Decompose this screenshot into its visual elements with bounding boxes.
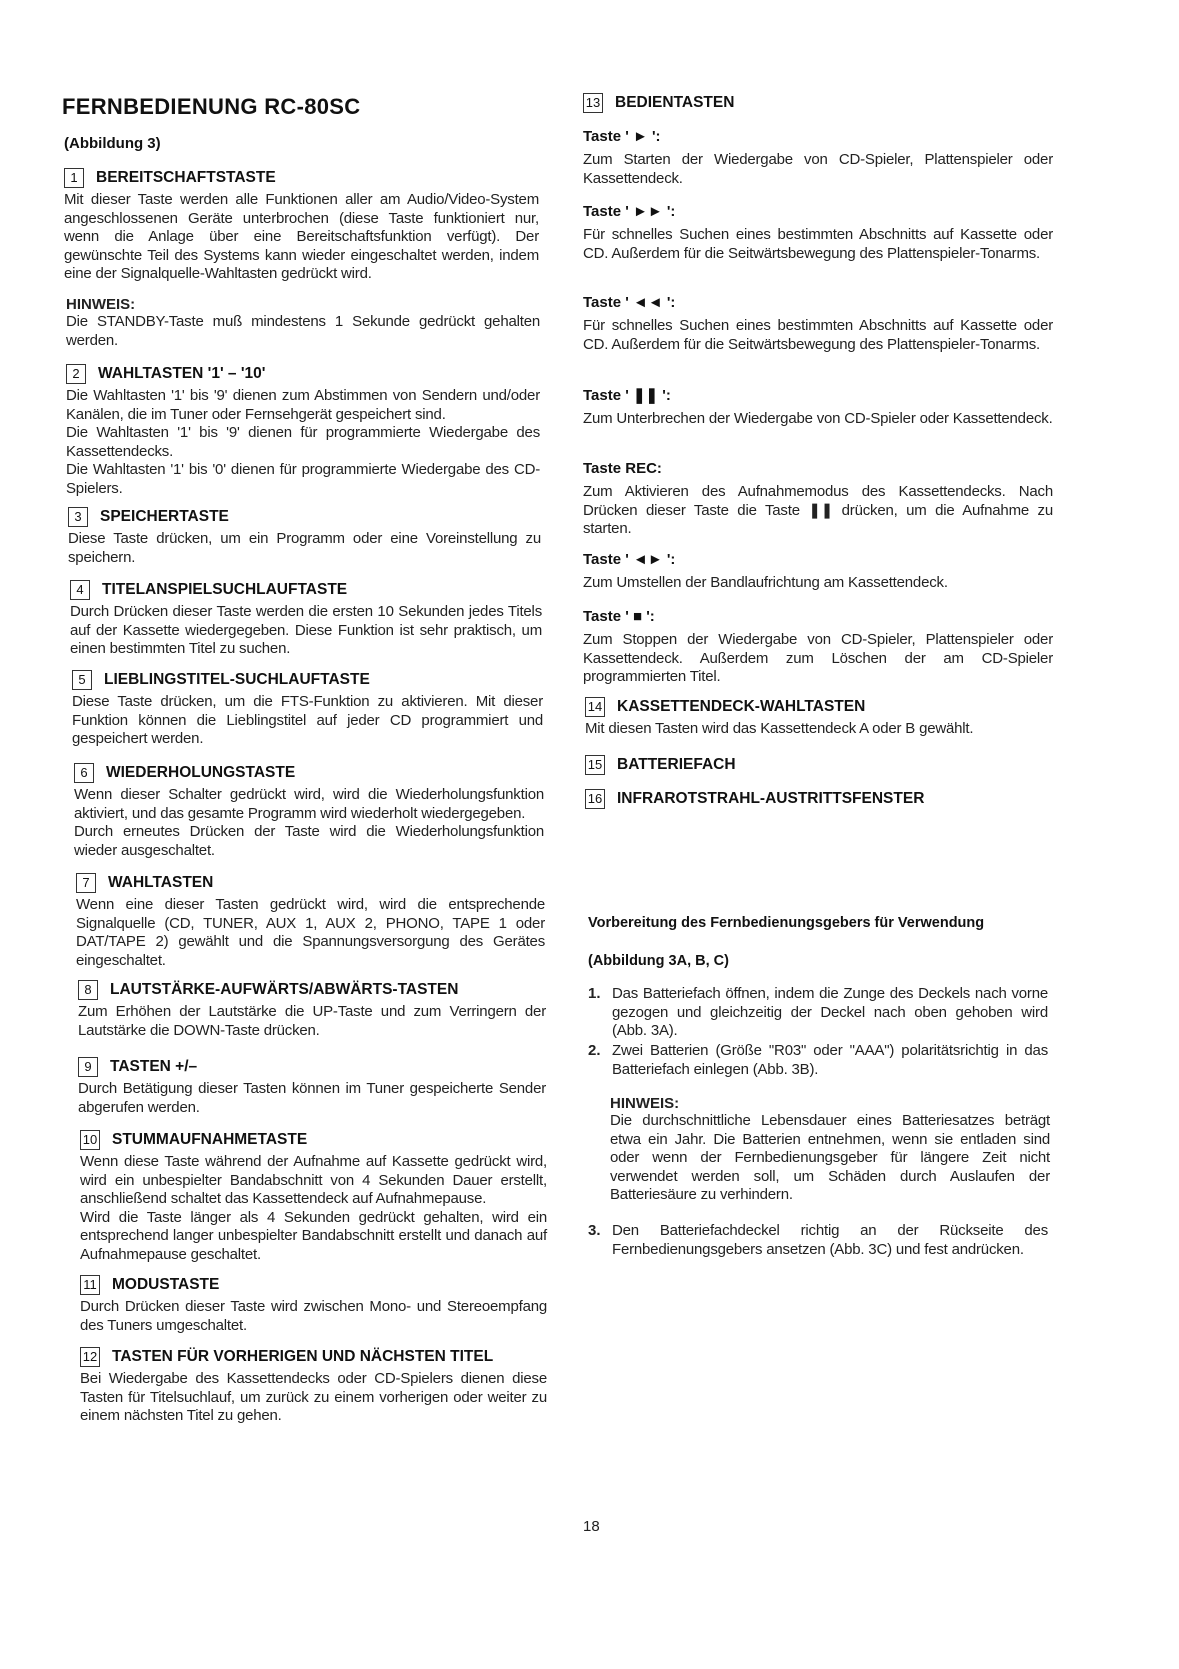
section-body (80, 1370, 547, 1426)
section-body (74, 786, 544, 860)
section-heading (80, 1347, 547, 1367)
section-number: 3 (68, 507, 88, 527)
section-heading (80, 1130, 547, 1150)
section-number: 11 (80, 1275, 100, 1295)
section-14 (585, 697, 1055, 739)
section-2 (66, 364, 540, 498)
section-title: KASSETTENDECK-WAHLTASTEN (617, 698, 866, 715)
key-label: Taste ' ► ': (583, 128, 661, 145)
key-description (583, 128, 1053, 188)
section-heading (76, 873, 545, 893)
section-number: 13 (583, 93, 603, 113)
section-title: BATTERIEFACH (617, 756, 736, 773)
section-heading (66, 364, 540, 384)
step-number: 2. (588, 1042, 601, 1059)
section-title: BEDIENTASTEN (615, 94, 735, 111)
section-8 (78, 980, 546, 1040)
section-heading (74, 763, 544, 783)
section-body (66, 313, 540, 350)
section-3 (68, 507, 541, 567)
section-heading (80, 1275, 547, 1295)
section-number: 6 (74, 763, 94, 783)
section-6 (74, 763, 544, 860)
prep-step (588, 1222, 1048, 1259)
section-title: WIEDERHOLUNGSTASTE (106, 764, 296, 781)
key-description (583, 608, 1053, 687)
key-description (583, 294, 1053, 354)
key-body: Zum Unterbrechen der Wiedergabe von CD-Spieler oder Kassettendeck. (583, 410, 1053, 427)
section-16 (585, 789, 1055, 812)
section-title: BEREITSCHAFTSTASTE (96, 169, 276, 186)
section-number: 16 (585, 789, 605, 809)
page-title: FERNBEDIENUNG RC-80SC (62, 94, 361, 119)
paragraph: Durch Drücken dieser Taste werden die ersten 10 Sekunden jedes Titels auf der Kassette wiedergegeben. Diese Funktion ist sehr praktisch, um einen bestimmten Titel zu suchen. (70, 603, 542, 657)
paragraph: Die Wahltasten '1' bis '9' dienen zum Abstimmen von Sendern und/oder Kanälen, die im Tuner oder Fernsehgerät gespeichert sind. (66, 387, 540, 423)
key-description (583, 203, 1053, 263)
section-number: 8 (78, 980, 98, 1000)
step-number: 1. (588, 985, 601, 1002)
section-heading (78, 1057, 546, 1077)
paragraph: Diese Taste drücken, um die FTS-Funktion zu aktivieren. Mit dieser Funktion können die Lieblingstitel auf jeder CD programmiert und gespeichert werden. (72, 693, 543, 747)
key-body: Zum Stoppen der Wiedergabe von CD-Spieler, Plattenspieler oder Kassettendeck. Außerdem zum Löschen der am CD-Spieler programmierten Titel. (583, 631, 1053, 685)
prep-step (588, 985, 1048, 1041)
section-body (72, 693, 543, 749)
section-body (66, 387, 540, 498)
section-9 (78, 1057, 546, 1117)
section-number: 9 (78, 1057, 98, 1077)
section-number: 2 (66, 364, 86, 384)
paragraph: Zum Erhöhen der Lautstärke die UP-Taste und zum Verringern der Lautstärke die DOWN-Taste drücken. (78, 1003, 546, 1039)
note-label: HINWEIS: (66, 296, 136, 313)
key-body: Für schnelles Suchen eines bestimmten Abschnitts auf Kassette oder CD. Außerdem für die Seitwärtsbewegung des Plattenspieler-Tonarms. (583, 226, 1053, 262)
section-note (66, 296, 540, 350)
section-body (78, 1080, 546, 1117)
figure-reference: (Abbildung 3) (64, 135, 161, 152)
key-body: Zum Starten der Wiedergabe von CD-Spieler, Plattenspieler oder Kassettendeck. (583, 151, 1053, 187)
section-title: STUMMAUFNAHMETASTE (112, 1131, 308, 1148)
key-body: Für schnelles Suchen eines bestimmten Abschnitts auf Kassette oder CD. Außerdem für die Seitwärtsbewegung des Plattenspieler-Tonarms. (583, 317, 1053, 353)
section-body (80, 1298, 547, 1335)
paragraph: Wenn eine dieser Tasten gedrückt wird, wird die entsprechende Signalquelle (CD, TUNER, AUX 1, AUX 2, PHONO, TAPE 1 oder DAT/TAPE 2) gewählt und die Spannungsversorgung des Gerätes eingeschaltet. (76, 896, 545, 969)
section-number: 5 (72, 670, 92, 690)
step-text: Den Batteriefachdeckel richtig an der Rückseite des Fernbedienungsgebers ansetzen (Abb. 3C) und fest andrücken. (612, 1222, 1048, 1258)
section-body (76, 896, 545, 970)
paragraph: Mit dieser Taste werden alle Funktionen aller am Audio/Video-System angeschlossenen Geräte unterbrochen (diese Taste funktioniert nur, wenn die Anlage über eine Bereitschaftsfunktion verfügt). Der gewünschte Teil des Systems kann wieder eingeschaltet werden, indem eine der Signalquelle-Wahltasten gedrückt wird. (64, 191, 539, 282)
page-number: 18 (583, 1518, 600, 1535)
note-body: Die durchschnittliche Lebensdauer eines Batteriesatzes beträgt etwa ein Jahr. Die Batterien entnehmen, wenn sie entladen sind oder wenn der Fernbedienungsgeber für längere Zeit nicht verwendet werden soll, um Schäden durch Auslaufen der Batteriesäure zu verhindern. (610, 1112, 1050, 1203)
key-description (583, 386, 1053, 429)
paragraph: Durch Betätigung dieser Tasten können im Tuner gespeicherte Sender abgerufen werden. (78, 1080, 546, 1116)
section-11 (80, 1275, 547, 1335)
section-title: SPEICHERTASTE (100, 508, 229, 525)
key-description (583, 460, 1053, 539)
section-number: 14 (585, 697, 605, 717)
section-heading (70, 580, 542, 600)
section-number: 4 (70, 580, 90, 600)
section-number: 10 (80, 1130, 100, 1150)
step-number: 3. (588, 1222, 601, 1239)
note-label: HINWEIS: (610, 1095, 680, 1112)
section-body (68, 530, 541, 567)
section-12 (80, 1347, 547, 1426)
prep-note (610, 1095, 1050, 1205)
section-13 (583, 93, 734, 113)
section-4 (70, 580, 542, 659)
prep-step (588, 1042, 1048, 1079)
key-label: Taste REC: (583, 460, 662, 477)
section-heading (585, 789, 1055, 809)
section-body (78, 1003, 546, 1040)
section-number: 15 (585, 755, 605, 775)
section-15 (585, 755, 1055, 778)
section-number: 7 (76, 873, 96, 893)
paragraph: Diese Taste drücken, um ein Programm oder eine Voreinstellung zu speichern. (68, 530, 541, 566)
step-text: Das Batteriefach öffnen, indem die Zunge des Deckels nach vorne gezogen und gleichzeitig der Deckel nach oben gehoben wird (Abb. 3A). (612, 985, 1048, 1039)
section-5 (72, 670, 543, 749)
section-body: Mit diesen Tasten wird das Kassettendeck A oder B gewählt. (585, 720, 974, 737)
prep-title: Vorbereitung des Fernbedienungsgebers für Verwendung (588, 915, 985, 931)
section-title: LAUTSTÄRKE-AUFWÄRTS/ABWÄRTS-TASTEN (110, 981, 459, 998)
section-body (70, 603, 542, 659)
paragraph: Die Wahltasten '1' bis '9' dienen für programmierte Wiedergabe des Kassettendecks. (66, 424, 540, 460)
section-heading (64, 168, 539, 188)
section-heading (585, 697, 1055, 717)
key-body: Zum Aktivieren des Aufnahmemodus des Kassettendecks. Nach Drücken dieser Taste die Taste ❚❚ drücken, um die Aufnahme zu starten. (583, 483, 1053, 537)
paragraph: Wird die Taste länger als 4 Sekunden gedrückt gehalten, wird ein entsprechend langer unbespielter Bandabschnitt erstellt und danach auf Aufnahmepause geschaltet. (80, 1208, 547, 1263)
paragraph: Durch erneutes Drücken der Taste wird die Wiederholungsfunktion wieder ausgeschaltet. (74, 823, 544, 859)
section-title: TASTEN FÜR VORHERIGEN UND NÄCHSTEN TITEL (112, 1348, 494, 1365)
section-title: WAHLTASTEN (108, 874, 214, 891)
section-heading (585, 755, 1055, 775)
section-number: 12 (80, 1347, 100, 1367)
paragraph: Die STANDBY-Taste muß mindestens 1 Sekunde gedrückt gehalten werden. (66, 313, 540, 349)
section-title: LIEBLINGSTITEL-SUCHLAUFTASTE (104, 671, 370, 688)
key-label: Taste ' ►► ': (583, 203, 676, 220)
key-body: Zum Umstellen der Bandlaufrichtung am Kassettendeck. (583, 574, 948, 591)
section-heading (72, 670, 543, 690)
section-body (80, 1153, 547, 1264)
section-title: MODUSTASTE (112, 1276, 220, 1293)
key-label: Taste ' ◄► ': (583, 551, 676, 568)
paragraph: Wenn diese Taste während der Aufnahme auf Kassette gedrückt wird, wird ein unbespielter Bandabschnitt von 4 Sekunden Dauer erstellt, anschließend schaltet das Kassettendeck auf Aufnahmepause. (80, 1153, 547, 1207)
section-number: 1 (64, 168, 84, 188)
section-body (64, 191, 539, 284)
section-title: TASTEN +/– (110, 1058, 198, 1075)
section-heading (78, 980, 546, 1000)
paragraph: Wenn dieser Schalter gedrückt wird, wird die Wiederholungsfunktion aktiviert, und das gesamte Programm wird wiederholt wiedergegeben. (74, 786, 544, 822)
section-title: WAHLTASTEN '1' – '10' (98, 365, 266, 382)
paragraph: Durch Drücken dieser Taste wird zwischen Mono- und Stereoempfang des Tuners umgeschaltet. (80, 1298, 547, 1334)
section-1 (64, 168, 539, 284)
section-10 (80, 1130, 547, 1264)
section-title: INFRAROTSTRAHL-AUSTRITTSFENSTER (617, 790, 925, 807)
key-label: Taste ' ◄◄ ': (583, 294, 676, 311)
section-7 (76, 873, 545, 970)
prep-subtitle: (Abbildung 3A, B, C) (588, 953, 729, 969)
key-label: Taste ' ■ ': (583, 608, 655, 625)
section-heading (68, 507, 541, 527)
paragraph: Bei Wiedergabe des Kassettendecks oder CD-Spielers dienen diese Tasten für Titelsuchlauf, um zurück zu einem vorherigen oder weiter zu einem nächsten Titel zu gehen. (80, 1370, 547, 1424)
paragraph: Die Wahltasten '1' bis '0' dienen für programmierte Wiedergabe des CD-Spielers. (66, 461, 540, 497)
section-title: TITELANSPIELSUCHLAUFTASTE (102, 581, 348, 598)
key-label: Taste ' ❚❚ ': (583, 387, 671, 404)
step-text: Zwei Batterien (Größe "R03" oder "AAA") polaritätsrichtig in das Batteriefach einlegen (Abb. 3B). (612, 1042, 1048, 1078)
key-description (583, 551, 1053, 593)
